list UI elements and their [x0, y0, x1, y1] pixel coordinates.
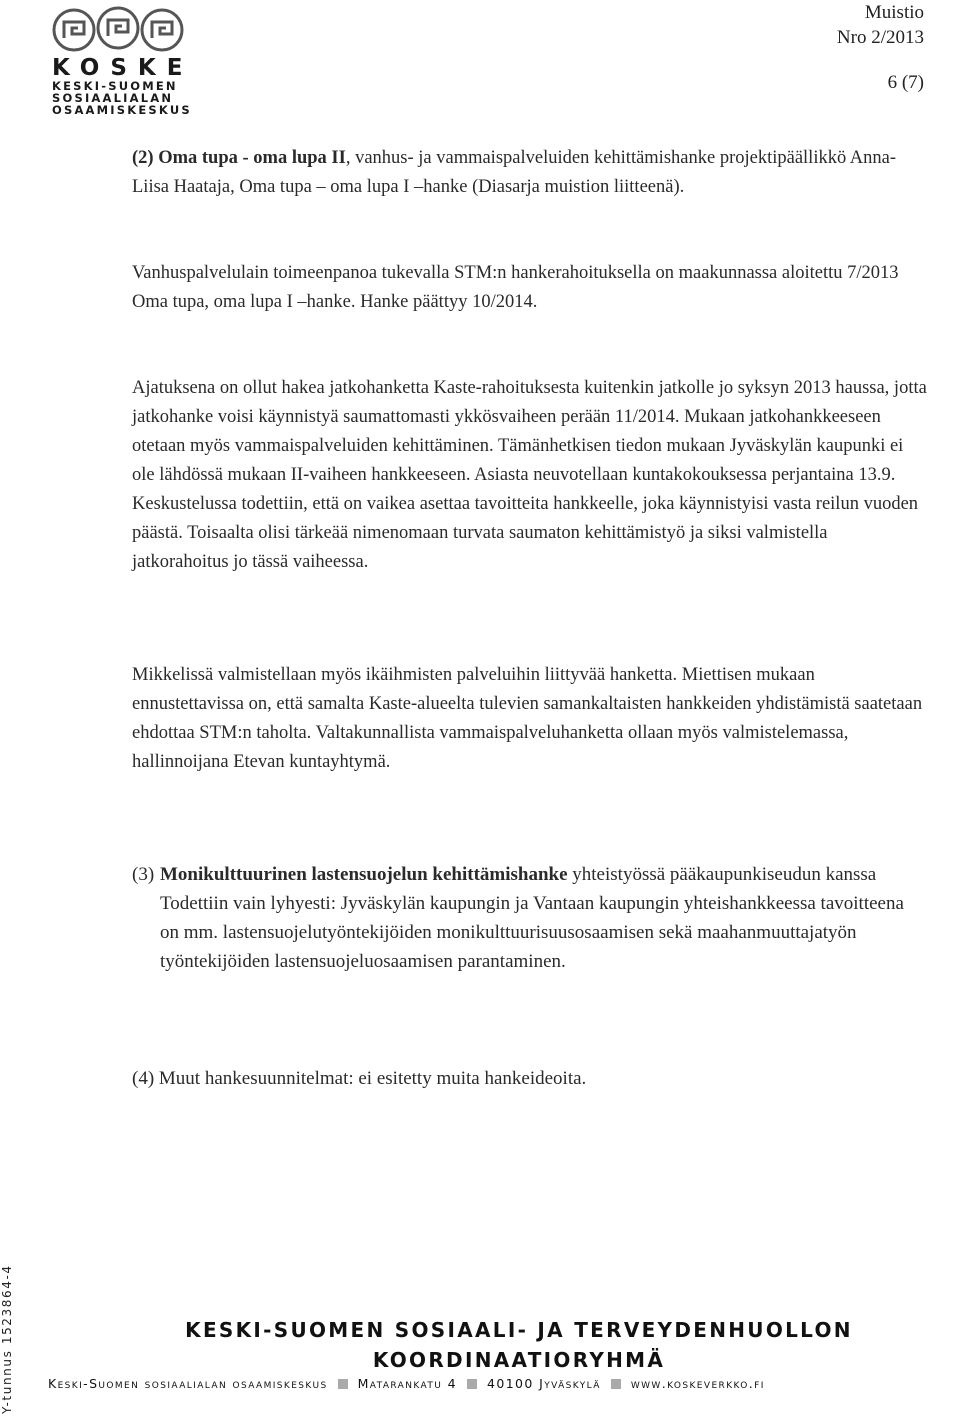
section-2-paragraph-3: Mikkelissä valmistellaan myös ikäihmisten palveluihin liittyvää hanketta. Miettisen mukaan ennustettavissa on, että samalta Kaste-alueelta tulevien samankaltaisten hankkeiden yhdistämistä saatetaan ehdottaa STM:n taholta. Valtakunnallista vammaispalveluhanketta ollaan myös valmistelemassa, hallinnoijana Etevan kuntayhtymä.	[132, 665, 923, 772]
section-4: (4) Muut hankesuunnitelmat: ei esitetty muita hankeideoita.	[132, 1068, 587, 1089]
logo-line-3: SOSIAALIALAN	[52, 91, 174, 106]
logo-name: KOSKE	[52, 55, 194, 81]
section-2-heading	[132, 144, 927, 202]
page-number: 6 (7)	[887, 72, 924, 93]
separator-square-icon	[338, 1379, 348, 1389]
footer-org: Keski-Suomen sosiaalialan osaamiskeskus	[48, 1376, 328, 1391]
footer-title: KESKI-SUOMEN SOSIAALI- JA TERVEYDENHUOLLON KOORDINAATIORYHMÄ	[185, 1318, 853, 1372]
section-2-paragraph-2: Ajatuksena on ollut hakea jatkohanketta Kaste-rahoituksesta kuitenkin jatkolle jo syksyn 2013 haussa, jotta jatkohanke voisi käynnistyä saumattomasti ykkösvaiheen perään 11/2014. Mukaan jatkohankkeeseen otetaan myös vammaispalveluiden kehittäminen. Tämänhetkisen tiedon mukaan Jyväskylän kaupunki ei ole lähdössä mukaan II-vaiheen hankkeeseen. Asiasta neuvotellaan kuntakokouksessa perjantaina 13.9. Keskustelussa todettiin, että on vaikea asettaa tavoitteita hankkeelle, joka käynnistyisi vasta reilun vuoden päästä. Toisaalta olisi tärkeää nimenomaan turvata saumaton kehittämistyö ja siksi valmistella jatkorahoitus jo tässä vaiheessa.	[132, 378, 927, 572]
section-3-number: (3)	[132, 864, 155, 885]
section-2-number: (2)	[132, 148, 154, 168]
doc-type: Muistio	[864, 2, 924, 23]
business-id-text: Y-tunnus 1523864-4	[0, 1264, 14, 1414]
logo-line-2: KESKI-SUOMEN	[52, 79, 178, 94]
footer-web-link[interactable]: www.koskeverkko.fi	[630, 1376, 765, 1391]
section-2-paragraph-1: Vanhuspalvelulain toimeenpanoa tukevalla STM:n hankerahoituksella on maakunnassa aloitettu 7/2013 Oma tupa, oma lupa I –hanke. Hanke päättyy 10/2014.	[132, 263, 899, 312]
section-3-title: Monikulttuurinen lastensuojelun kehittämishanke	[160, 864, 568, 885]
section-3	[132, 860, 927, 976]
section-3-intro: yhteistyössä pääkaupunkiseudun kanssa	[567, 864, 877, 885]
separator-square-icon	[611, 1379, 621, 1389]
logo-line-4: OSAAMISKESKUS	[52, 103, 192, 118]
section-3-body: Todettiin vain lyhyesti: Jyväskylän kaupungin ja Vantaan kaupungin yhteishankkeessa tavoitteena on mm. lastensuojelutyöntekijöiden monikulttuurisuusosaamisen sekä maahanmuuttajatyön työntekijöiden lastensuojeluosaamisen parantaminen.	[160, 893, 904, 972]
section-2-intro: , vanhus- ja vammaispalveluiden kehittämishanke projektipäällikkö Anna-Liisa Haataja, Oma tupa – oma lupa I –hanke (Diasarja muistion liitteenä).	[132, 148, 897, 197]
section-2-title: Oma tupa - oma lupa II	[158, 148, 346, 168]
footer-city: 40100 Jyväskylä	[486, 1376, 601, 1391]
footer-contact-line	[48, 1376, 960, 1391]
footer-address: Matarankatu 4	[357, 1376, 457, 1391]
separator-square-icon	[467, 1379, 477, 1389]
business-id-vertical	[0, 1244, 14, 1414]
document-header	[837, 0, 924, 50]
logo	[52, 4, 192, 116]
doc-number: Nro 2/2013	[836, 27, 924, 48]
greek-key-logo-icon	[52, 4, 184, 54]
